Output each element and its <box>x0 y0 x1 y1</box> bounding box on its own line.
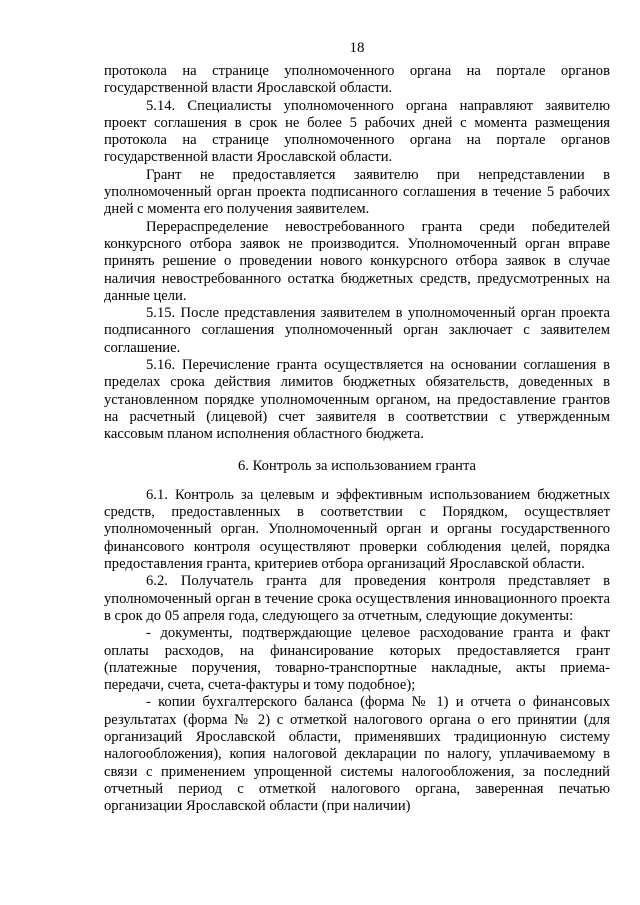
paragraph-5-14: 5.14. Специалисты уполномоченного органа направляют заявителю проект соглашения в срок не более 5 рабочих дней с момента размещения протокола на странице уполномоченного органа на портале органов государственной власти Ярославской области. <box>104 97 610 166</box>
list-item-documents: - документы, подтверждающие целевое расходование гранта и факт оплаты расходов, на финансирование которых предоставляется грант (платежные поручения, товарно-транспортные накладные, акты приема-передачи, счета, счета-фактуры и тому подобное); <box>104 625 610 694</box>
paragraph-5-15: 5.15. После представления заявителем в уполномоченный орган проекта подписанного соглашения уполномоченный орган заключает с заявителем соглашение. <box>104 305 610 356</box>
paragraph-6-2: 6.2. Получатель гранта для проведения контроля представляет в уполномоченный орган в течение срока осуществления инновационного проекта в срок до 05 апреля года, следующего за отчетным, следующие документы: <box>104 573 610 624</box>
paragraph-protocol-continuation: протокола на странице уполномоченного органа на портале органов государственной власти Ярославской области. <box>104 63 610 97</box>
paragraph-5-16: 5.16. Перечисление гранта осуществляется на основании соглашения в пределах срока действия лимитов бюджетных обязательств, доведенных в установленном порядке уполномоченным органом, на предоставление грантов на расчетный (лицевой) счет заявителя в соответствии с утвержденным кассовым планом исполнения областного бюджета. <box>104 357 610 443</box>
document-body <box>104 63 610 815</box>
section-heading: 6. Контроль за использованием гранта <box>237 457 477 474</box>
list-item-balance-copies: - копии бухгалтерского баланса (форма № 1) и отчета о финансовых результатах (форма № 2) с отметкой налогового органа о его принятии (для организаций Ярославской области, применявших традиционную систему налогообложения), копия налоговой декларации по налогу, уплачиваемому в связи с применением упрощенной системы налогообложения, за последний отчетный период с отметкой налогового органа, заверенная печатью организации Ярославской области (при наличии) <box>104 694 610 815</box>
paragraph-grant-not-provided: Грант не предоставляется заявителю при непредставлении в уполномоченный орган проекта подписанного соглашения в течение 5 рабочих дней с момента его получения заявителем. <box>104 166 610 218</box>
paragraph-6-1: 6.1. Контроль за целевым и эффективным использованием бюджетных средств, предоставленных в соответствии с Порядком, осуществляет уполномоченный орган. Уполномоченный орган и органы государственного финансового контроля осуществляют проверки соблюдения целей, порядка предоставления гранта, критериев отбора организаций Ярославской области. <box>104 486 610 573</box>
paragraph-redistribution: Перераспределение невостребованного гранта среди победителей конкурсного отбора заявок не производится. Уполномоченный орган вправе принять решение о проведении нового конкурсного отбора заявок в случае наличия невостребованного остатка бюджетных средств, предусмотренных на данные цели. <box>104 218 610 304</box>
page-number: 18 <box>349 40 365 56</box>
